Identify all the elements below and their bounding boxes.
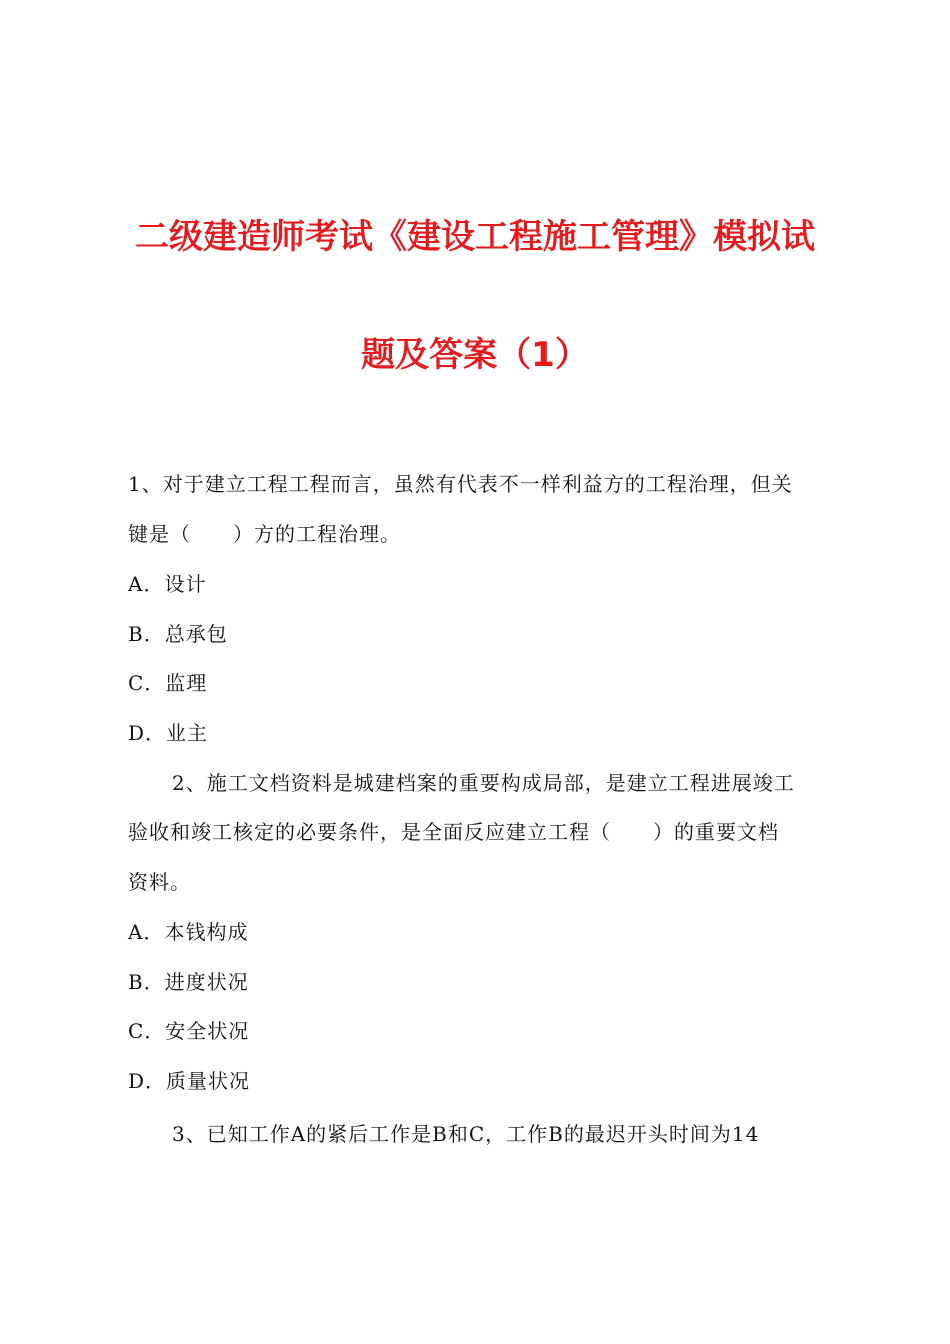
question-2-text-line-3: 资料。 (128, 870, 191, 894)
question-2-option-c: C．安全状况 (128, 1019, 250, 1043)
document-title-line-2: 题及答案（1） (361, 335, 589, 375)
question-1-option-c: C．监理 (128, 671, 208, 695)
question-1-text-line-2: 键是（ ）方的工程治理。 (128, 522, 401, 546)
question-1-option-a: A．设计 (128, 572, 207, 596)
question-2-text-line-2: 验收和竣工核定的必要条件，是全面反应建立工程（ ）的重要文档 (128, 820, 779, 844)
question-3-text-line-1: 3、已知工作A的紧后工作是B和C，工作B的最迟开头时间为14 (172, 1122, 760, 1146)
question-1-option-b: B．总承包 (128, 622, 228, 646)
question-2-text-line-1: 2、施工文档资料是城建档案的重要构成局部，是建立工程进展竣工 (172, 771, 795, 795)
document-title-line-1: 二级建造师考试《建设工程施工管理》模拟试 (135, 217, 815, 257)
question-1-option-d: D．业主 (128, 721, 209, 745)
question-1-text-line-1: 1、对于建立工程工程而言，虽然有代表不一样利益方的工程治理，但关 (128, 472, 793, 496)
question-2-option-b: B．进度状况 (128, 970, 249, 994)
question-2-option-d: D．质量状况 (128, 1069, 251, 1093)
question-2-option-a: A．本钱构成 (128, 920, 249, 944)
